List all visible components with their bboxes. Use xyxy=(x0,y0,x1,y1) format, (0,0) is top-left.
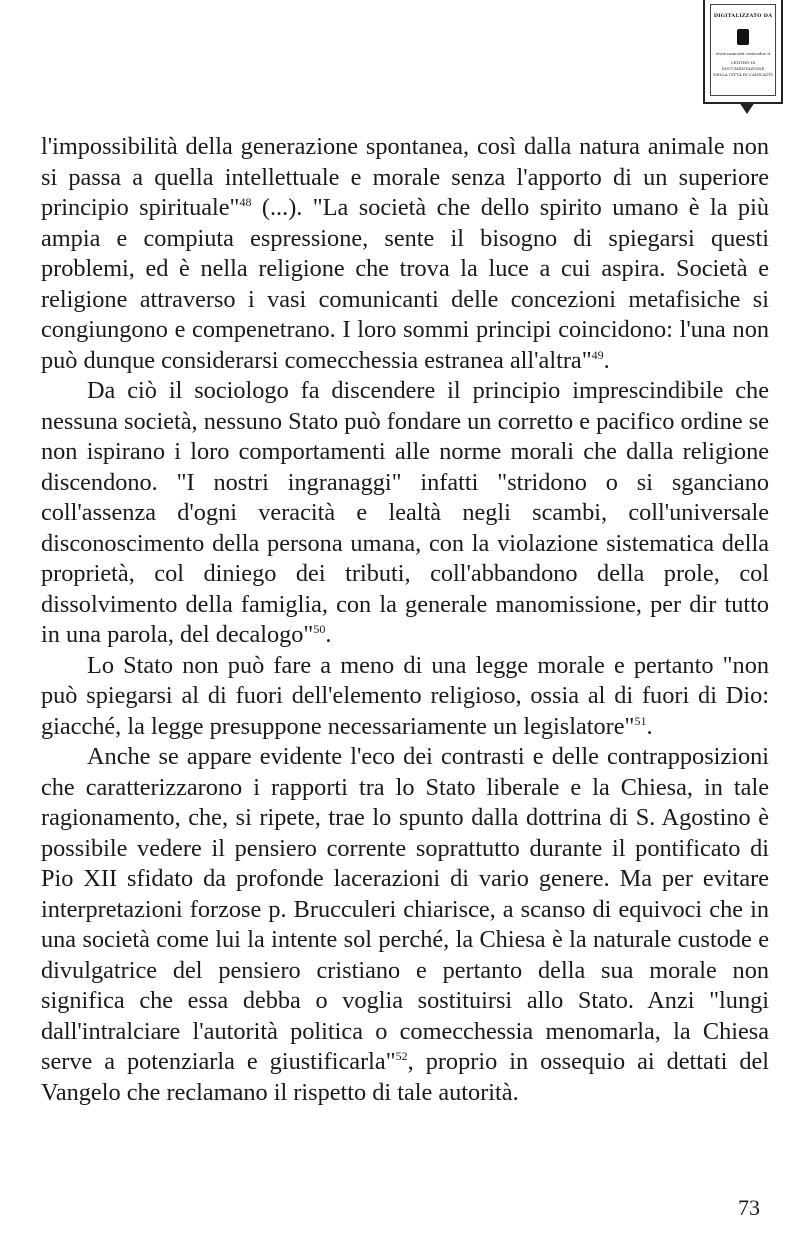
text-run: Da ciò il sociologo fa discendere il principio imprescindibile che nessuna società, nessuno Stato può fondare un corretto e pacifico ordine se non ispirano i loro comportamenti alle norme morali che dalla religione discendono. "I nostri ingranaggi" infatti "stridono o si sganciano coll'assenza d'ogni veracità e lealtà negli scambi, coll'universale disconoscimento della persona umana, con la violazione sistematica della proprietà, col diniego dei tributi, coll'abbandono della prole, col dissolvimento della famiglia, con la generale manomissione, per dir tutto in una parola, del decalogo" xyxy=(41,377,769,648)
stamp-frame xyxy=(703,0,783,104)
text-run: Lo Stato non può fare a meno di una legge morale e pertanto "non può spiegarsi al di fuori dell'elemento religioso, ossia al di fuori di Dio: giacché, la legge presuppone necessariamente un legislatore" xyxy=(41,651,769,740)
digitization-stamp xyxy=(703,0,783,118)
page-number: 73 xyxy=(738,1195,760,1220)
footnote-ref: 51 xyxy=(634,713,647,728)
text-run: . xyxy=(603,346,610,374)
text-run: , proprio in ossequio ai dettati del Vangelo che reclamano il rispetto di tale autorità. xyxy=(41,1048,769,1106)
text-run: . xyxy=(646,712,653,740)
body-text xyxy=(41,132,769,1108)
footnote-ref: 48 xyxy=(239,194,252,209)
footnote-ref: 49 xyxy=(591,347,604,362)
footnote-ref: 52 xyxy=(395,1048,408,1063)
paragraph xyxy=(41,651,769,743)
footnote-ref: 50 xyxy=(313,621,326,636)
stamp-logo-icon xyxy=(737,29,749,45)
stamp-line-1: CENTRO DI DOCUMENTAZIONE xyxy=(721,60,765,71)
stamp-line-2: DELLA CITTÀ DI CANICATTÌ xyxy=(713,72,773,77)
text-run: l'impossibilità della generazione spontanea, così dalla natura animale non si passa a quella intellettuale e morale senza l'apporto di un superiore principio spirituale" xyxy=(41,133,769,221)
stamp-url: www.canicatti-centrodoc.it xyxy=(715,51,771,56)
text-run: . xyxy=(325,621,332,648)
paragraph xyxy=(41,376,769,651)
paragraph xyxy=(41,742,769,1108)
paragraph xyxy=(41,132,769,376)
stamp-inner-frame xyxy=(710,4,776,96)
text-run: (...). "La società che dello spirito umano è la più ampia e compiuta espressione, sente il bisogno di spiegarsi questi problemi, ed è nella religione che trova la luce a cui aspira. Società e religione attraverso i vasi comunicanti delle concezioni metafisiche si congiungono e compenetrano. I loro sommi principi coincidono: l'una non può dunque considerarsi comecchessia estranea all'altra" xyxy=(41,194,769,374)
text-run: Anche se appare evidente l'eco dei contrasti e delle contrapposizioni che caratterizzarono i rapporti tra lo Stato liberale e la Chiesa, in tale ragionamento, che, si ripete, trae lo spunto dalla dottrina di S. Agostino è possibile vedere il pensiero corrente soprattutto durante il pontificato di Pio XII sfidato da profonde lacerazioni di vario genere. Ma per evitare interpretazioni forzose p. Brucculeri chiarisce, a scanso di equivoci che in una società come lui la intente sol perché, la Chiesa è la naturale custode e divulgatrice del pensiero cristiano e pertanto della sua morale non significa che essa debba o voglia sostituirsi allo Stato. Anzi "lungi dall'intralciare l'autorità politica o comecchessia menomarla, la Chiesa serve a potenziarla e giustificarla" xyxy=(41,743,769,1075)
stamp-top-text: DIGITALIZZATO DA xyxy=(713,13,773,19)
